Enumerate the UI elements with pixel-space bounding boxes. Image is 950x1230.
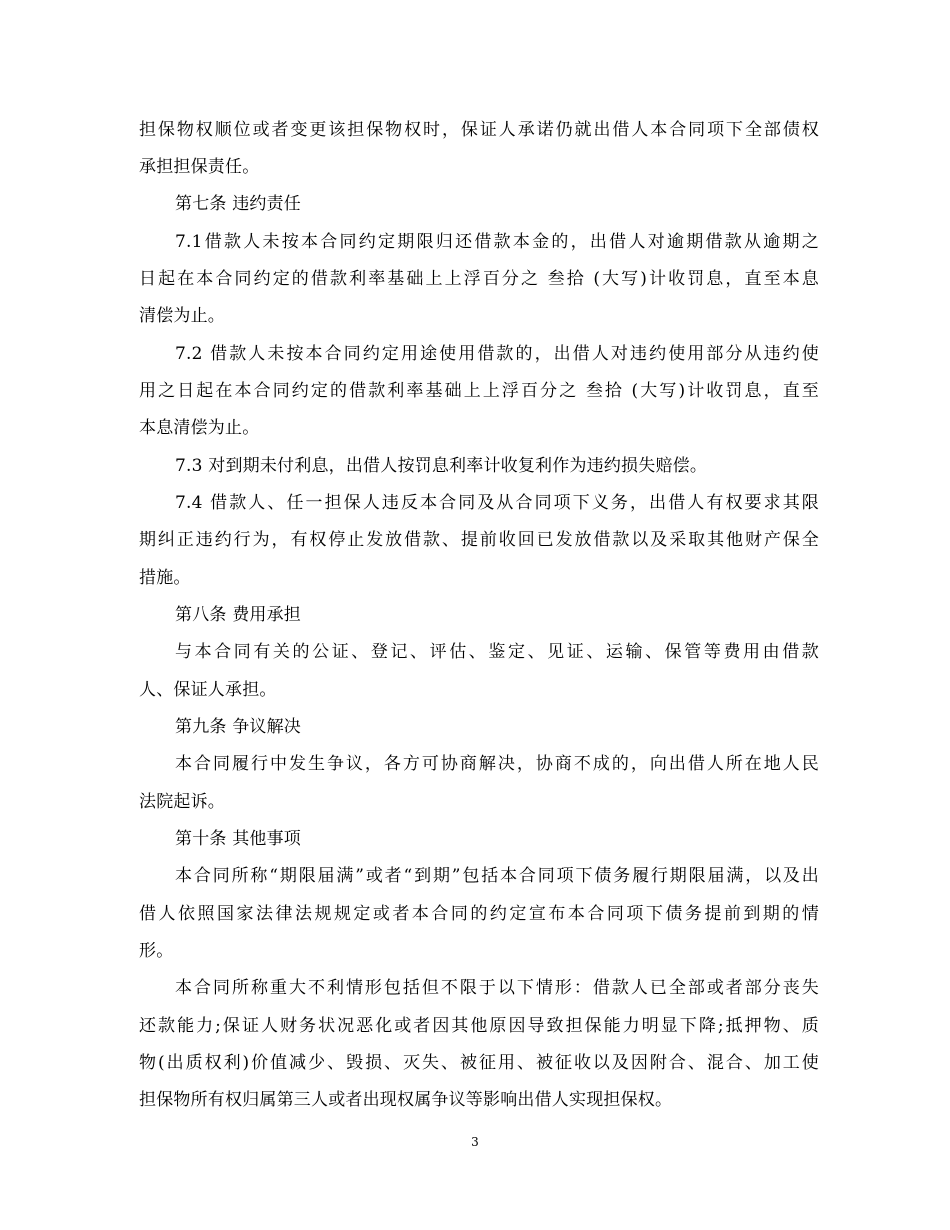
text-line: 担保物所有权归属第三人或者出现权属争议等影响出借人实现担保权。 [139, 1090, 673, 1110]
page-number: 3 [471, 1135, 479, 1149]
text-line: 7.4 借款人、任一担保人违反本合同及从合同项下义务，出借人有权要求其限 [175, 493, 819, 513]
text-line: 形。 [139, 941, 174, 961]
text-line: 清偿为止。 [139, 306, 225, 326]
text-line: 用之日起在本合同约定的借款利率基础上上浮百分之 叁拾 (大写)计收罚息，直至 [139, 381, 819, 401]
section-heading: 第十条 其他事项 [175, 829, 302, 849]
text-line: 还款能力;保证人财务状况恶化或者因其他原因导致担保能力明显下降;抵押物、质 [139, 1016, 819, 1036]
text-line: 7.2 借款人未按本合同约定用途使用借款的，出借人对违约使用部分从违约使 [175, 344, 819, 364]
text-line: 物(出质权利)价值减少、毁损、灭失、被征用、被征收以及因附合、混合、加工使 [139, 1053, 819, 1073]
text-line: 承担担保责任。 [139, 157, 260, 177]
text-line: 期纠正违约行为，有权停止发放借款、提前收回已发放借款以及采取其他财产保全 [139, 530, 819, 550]
text-line: 人、保证人承担。 [139, 680, 277, 700]
text-line: 担保物权顺位或者变更该担保物权时，保证人承诺仍就出借人本合同项下全部债权 [139, 120, 819, 140]
section-heading: 第七条 违约责任 [175, 194, 302, 214]
text-line: 本合同所称“期限届满”或者“到期”包括本合同项下债务履行期限届满，以及出 [175, 866, 819, 886]
text-line: 7.3 对到期未付利息，出借人按罚息利率计收复利作为违约损失赔偿。 [175, 456, 708, 476]
text-line: 借人依照国家法律法规规定或者本合同的约定宣布本合同项下债务提前到期的情 [139, 904, 819, 924]
text-line: 与本合同有关的公证、登记、评估、鉴定、见证、运输、保管等费用由借款 [175, 642, 819, 662]
text-line: 措施。 [139, 568, 191, 588]
text-line: 法院起诉。 [139, 792, 225, 812]
section-heading: 第八条 费用承担 [175, 605, 302, 625]
text-line: 本息清偿为止。 [139, 418, 260, 438]
text-line: 7.1借款人未按本合同约定期限归还借款本金的，出借人对逾期借款从逾期之 [175, 232, 819, 252]
text-line: 日起在本合同约定的借款利率基础上上浮百分之 叁拾 (大写)计收罚息，直至本息 [139, 269, 819, 289]
section-heading: 第九条 争议解决 [175, 717, 302, 737]
text-line: 本合同履行中发生争议，各方可协商解决，协商不成的，向出借人所在地人民 [175, 754, 819, 774]
text-line: 本合同所称重大不利情形包括但不限于以下情形：借款人已全部或者部分丧失 [175, 978, 819, 998]
